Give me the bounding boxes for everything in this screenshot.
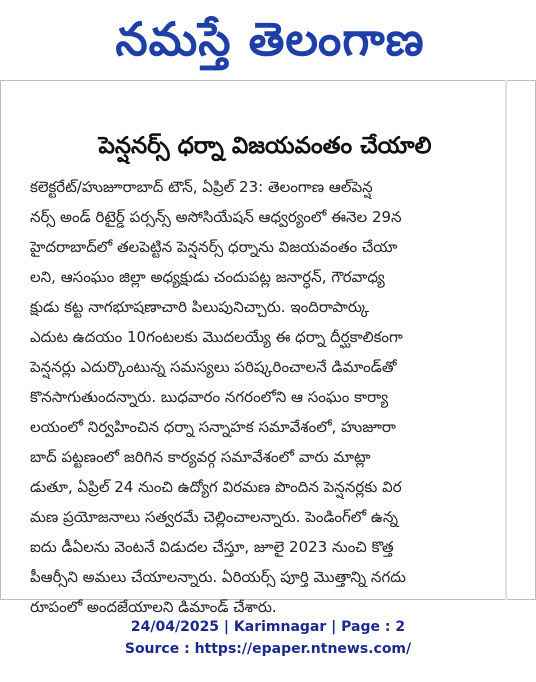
footer-date-edition: 24/04/2025 | Karimnagar | Page : 2 [130,619,406,635]
article-line: కొనసాగుతుందన్నారు. బుధవారం నగరంలోని ఆ సంఘం కార్యా [30,388,389,406]
footer [0,616,536,660]
article-line: నర్స్ అండ్ రిటైర్డ్ పర్సన్స్ అసోసియేషన్ ఆధ్వర్యంలో ఈనెల 29న [30,208,402,226]
article-line: లని, ఆసంఘం జిల్లా అధ్యక్షుడు చందుపట్ల జనార్ధన్, గౌరవాధ్య [30,268,385,286]
article-line: డుతూ, ఏప్రిల్ 24 నుంచి ఉద్యోగ విరమణ పొందిన పెన్షనర్లకు విర [30,478,402,496]
article-line: లయంలో నిర్వహించిన ధర్నా సన్నాహక సమావేశంలో, హుజూరా [30,418,396,436]
article-line: కలెక్టరేట్/హుజూరాబాద్ టౌన్, ఏప్రిల్ 23: తెలంగాణ ఆల్‌పెన్ష [30,178,373,196]
article-line: క్షుడు కట్ట నాగభూషణాచారి పిలుపునిచ్చారు. ఇందిరాపార్కు [30,298,370,316]
article-line: ఐదు డీఏలను వెంటనే విడుదల చేస్తూ, జూలై 2023 నుంచి కొత్త [30,538,394,556]
column-divider [505,80,507,600]
article-line: ఎదుట ఉదయం 10గంటలకు మొదలయ్యే ఈ ధర్నా దీర్ఘకాలికంగా [30,328,403,346]
article-line: బాద్ పట్టణంలో జరిగిన కార్యవర్గ సమావేశంలో వారు మాట్లా [30,448,371,466]
article-line: హైదరాబాద్‌లో తలపెట్టిన పెన్షనర్స్ ధర్నాను విజయవంతం చేయా [30,238,398,256]
footer-source: Source : https://epaper.ntnews.com/ [124,641,412,657]
newspaper-logo: నమస్తే తెలంగాణ [115,12,425,66]
masthead [0,0,536,80]
article-line: మణ ప్రయోజనాలు సత్వరమే చెల్లించాలన్నారు. పెండింగ్‌లో ఉన్న [30,508,398,526]
article-body [30,172,500,622]
article-line: పీఆర్సీని అమలు చేయాలన్నారు. ఏరియర్స్ పూర్తి మొత్తాన్ని నగదు [30,568,406,586]
article-headline: పెన్షనర్స్ ధర్నా విజయవంతం చేయాలి [98,133,432,159]
article-line: రూపంలో అందజేయాలని డిమాండ్ చేశారు. [30,598,277,616]
article-line: పెన్షనర్లు ఎదుర్కొంటున్న సమస్యలు పరిష్కరించాలనే డిమాండ్‌తో [30,358,397,376]
